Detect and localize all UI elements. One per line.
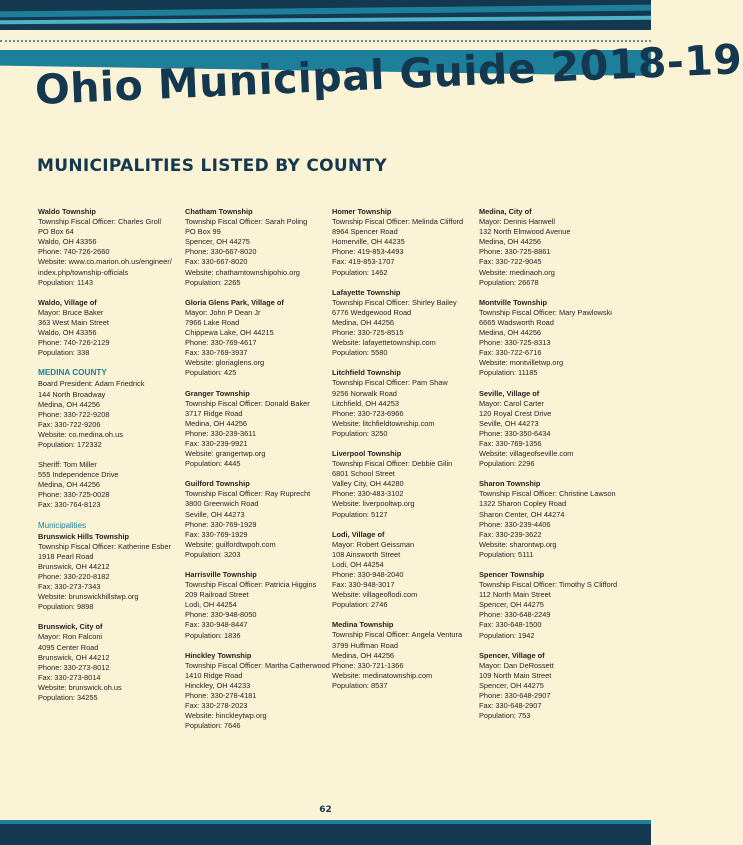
entry-detail-line: Sheriff: Tom Miller bbox=[38, 460, 97, 470]
entry-detail-line: Population: 2265 bbox=[185, 277, 241, 287]
entry-name: Spencer, Village of bbox=[479, 650, 545, 660]
entry-detail-line: Hinckley, OH 44233 bbox=[185, 680, 251, 690]
page-title: Ohio Municipal Guide 2018-19 bbox=[33, 35, 743, 114]
entry-detail-line: Phone: 330-239-4406 bbox=[479, 519, 551, 529]
entry-detail-line: Medina, OH 44256 bbox=[332, 317, 395, 327]
entry-detail-line: Phone: 330-239-3611 bbox=[185, 428, 256, 438]
entry-detail-line: Population: 1143 bbox=[38, 277, 93, 287]
entry-detail-line: 3800 Greenwich Road bbox=[185, 499, 259, 509]
entry-detail-line: Medina, OH 44256 bbox=[38, 480, 101, 490]
entry-detail-line: Township Fiscal Officer: Timothy S Clifford bbox=[479, 580, 618, 590]
subsection-heading: Municipalities bbox=[38, 520, 87, 530]
entry-detail-line: Township Fiscal Officer: Christine Lawson bbox=[479, 489, 616, 499]
entry-detail-line: Homerville, OH 44235 bbox=[332, 237, 405, 247]
entry-detail-line: Population: 1462 bbox=[332, 267, 388, 277]
entry-website: Website: chathamtownshipohio.org bbox=[185, 267, 300, 277]
directory-entry bbox=[185, 651, 330, 732]
entry-detail-line: Township Fiscal Officer: Debbie Gilin bbox=[332, 459, 453, 469]
entry-website: Website: co.medina.oh.us bbox=[38, 429, 123, 439]
entry-website: Website: medinaoh.org bbox=[479, 267, 555, 277]
directory-entry bbox=[185, 298, 330, 379]
entry-detail-line: 4095 Center Road bbox=[38, 642, 99, 652]
entry-detail-line: Population: 338 bbox=[38, 348, 90, 358]
entry-detail-line: Population: 172332 bbox=[38, 439, 102, 449]
directory-entry bbox=[185, 570, 330, 641]
entry-detail-line: 3717 Ridge Road bbox=[185, 408, 243, 418]
entry-detail-line: Medina, OH 44256 bbox=[479, 328, 542, 338]
entry-detail-line: Waldo, OH 43356 bbox=[38, 328, 97, 338]
entry-detail-line: Township Fiscal Officer: Charles Groll bbox=[38, 217, 162, 227]
bottom-stripe bbox=[0, 820, 651, 824]
entry-detail-line: Medina, OH 44256 bbox=[38, 399, 101, 409]
directory-entry bbox=[185, 479, 330, 560]
entry-detail-line: 6776 Wedgewood Road bbox=[332, 307, 412, 317]
entry-detail-line: Phone: 330-667-8020 bbox=[185, 247, 257, 257]
entry-detail-line: Mayor: John P Dean Jr bbox=[185, 307, 261, 317]
entry-detail-line: Brunswick, OH 44212 bbox=[38, 652, 110, 662]
entry-detail-line: Mayor: Bruce Baker bbox=[38, 307, 104, 317]
entry-detail-line: Fax: 330-722-9045 bbox=[479, 257, 542, 267]
entry-detail-line: Township Fiscal Officer: Melinda Clifford bbox=[332, 217, 464, 227]
entry-detail-line: 112 North Main Street bbox=[479, 590, 551, 600]
entry-detail-line: Fax: 330-273-8014 bbox=[38, 672, 101, 682]
directory-column-4 bbox=[479, 207, 624, 731]
entry-detail-line: 132 North Elmwood Avenue bbox=[479, 227, 571, 237]
entry-name: Medina Township bbox=[332, 620, 394, 630]
entry-website: Website: www.co.marion.oh.us/engineer/ bbox=[38, 257, 172, 267]
entry-detail-line: Spencer, OH 44275 bbox=[479, 680, 544, 690]
bottom-decorative-band bbox=[0, 820, 651, 845]
directory-column-2 bbox=[185, 207, 330, 741]
entry-website: Website: gloriaglens.org bbox=[185, 358, 265, 368]
directory-entry bbox=[38, 532, 183, 613]
entry-detail-line: Population: 4445 bbox=[185, 459, 241, 469]
entry-detail-line: Sharon Center, OH 44274 bbox=[479, 509, 565, 519]
entry-name: Waldo, Village of bbox=[38, 297, 97, 307]
entry-detail-line: Valley City, OH 44280 bbox=[332, 479, 404, 489]
entry-detail-line: 1410 Ridge Road bbox=[185, 670, 243, 680]
entry-detail-line: 555 Independence Drive bbox=[38, 470, 119, 480]
entry-detail-line: 7966 Lake Road bbox=[185, 317, 240, 327]
entry-detail-line: Fax: 330-769-3937 bbox=[185, 348, 248, 358]
entry-detail-line: Phone: 330-725-8515 bbox=[332, 328, 404, 338]
entry-detail-line: Fax: 330-764-8123 bbox=[38, 500, 101, 510]
entry-detail-line: Population: 5111 bbox=[479, 549, 534, 559]
entry-detail-line: Phone: 330-721-1366 bbox=[332, 660, 404, 670]
entry-detail-line: Fax: 330-722-6716 bbox=[479, 348, 542, 358]
entry-detail-line: Population: 8537 bbox=[332, 680, 388, 690]
entry-detail-line: 8964 Spencer Road bbox=[332, 227, 398, 237]
entry-name: Spencer Township bbox=[479, 570, 545, 579]
entry-website: Website: brunswickhillstwp.org bbox=[38, 592, 139, 602]
entry-detail-line: Fax: 330-273-7343 bbox=[38, 582, 101, 592]
entry-detail-line: Fax: 419-853-1707 bbox=[332, 257, 395, 267]
entry-website: Website: villageoflodi.com bbox=[332, 590, 418, 600]
entry-detail-line: Spencer, OH 44275 bbox=[479, 600, 544, 610]
entry-website: Website: litchfieldtownship.com bbox=[332, 418, 435, 428]
entry-detail-line: Fax: 330-769-1356 bbox=[479, 438, 542, 448]
entry-detail-line: PO Box 64 bbox=[38, 227, 74, 237]
entry-detail-line: Lodi, OH 44254 bbox=[185, 600, 237, 610]
entry-detail-line: Phone: 330-725-8313 bbox=[479, 338, 551, 348]
entry-name: Hinckley Township bbox=[185, 650, 252, 660]
entry-detail-line: Waldo, OH 43356 bbox=[38, 237, 97, 247]
entry-detail-line: 9256 Norwalk Road bbox=[332, 388, 397, 398]
entry-detail-line: Litchfield, OH 44253 bbox=[332, 398, 399, 408]
entry-detail-line: Phone: 330-725-0028 bbox=[38, 490, 110, 500]
entry-detail-line: 1918 Pearl Road bbox=[38, 551, 94, 561]
entry-detail-line: Population: 1942 bbox=[479, 630, 535, 640]
entry-detail-line: Medina, OH 44256 bbox=[479, 237, 542, 247]
entry-name: Harrisville Township bbox=[185, 570, 257, 579]
entry-detail-line: Phone: 330-483-3102 bbox=[332, 489, 404, 499]
entry-detail-line: Population: 9898 bbox=[38, 602, 94, 612]
directory-entry bbox=[332, 530, 477, 611]
entry-detail-line: Phone: 330-769-1929 bbox=[185, 519, 257, 529]
entry-name: Gloria Glens Park, Village of bbox=[185, 297, 284, 307]
entry-detail-line: Phone: 740-726-2660 bbox=[38, 247, 110, 257]
directory-entry bbox=[185, 207, 330, 288]
entry-detail-line: Township Fiscal Officer: Pam Shaw bbox=[332, 378, 448, 388]
entry-detail-line: 120 Royal Crest Drive bbox=[479, 408, 552, 418]
directory-entry bbox=[38, 622, 183, 703]
entry-detail-line: Fax: 330-278-2023 bbox=[185, 701, 248, 711]
directory-entry bbox=[38, 460, 183, 510]
entry-detail-line: Population: 1836 bbox=[185, 630, 241, 640]
entry-name: Lodi, Village of bbox=[332, 529, 385, 539]
entry-detail-line: Population: 753 bbox=[479, 711, 531, 721]
entry-detail-line: Mayor: Robert Geissman bbox=[332, 539, 415, 549]
entry-detail-line: Population: 11185 bbox=[479, 368, 538, 378]
entry-detail-line: Phone: 330-278-4181 bbox=[185, 691, 257, 701]
directory-entry bbox=[332, 449, 477, 520]
directory-entry bbox=[38, 207, 183, 288]
directory-entry bbox=[38, 379, 183, 450]
entry-detail-line: 6665 Wadsworth Road bbox=[479, 317, 554, 327]
entry-detail-line: Seville, OH 44273 bbox=[185, 509, 245, 519]
entry-website: Website: lafayettetownship.com bbox=[332, 338, 436, 348]
entry-detail-line: Fax: 330-239-9921 bbox=[185, 438, 248, 448]
entry-detail-line: Board President: Adam Friedrick bbox=[38, 379, 145, 389]
entry-website: Website: liverpooltwp.org bbox=[332, 499, 415, 509]
entry-website: Website: brunswick.oh.us bbox=[38, 682, 122, 692]
top-decorative-band bbox=[0, 0, 651, 30]
entry-detail-line: Mayor: Carol Carter bbox=[479, 398, 544, 408]
entry-name: Brunswick, City of bbox=[38, 622, 103, 632]
entry-detail-line: Fax: 330-648-2907 bbox=[479, 701, 542, 711]
entry-detail-line: Phone: 330-722-9208 bbox=[38, 409, 110, 419]
directory-entry bbox=[479, 570, 624, 641]
entry-detail-line: Fax: 330-722-9206 bbox=[38, 419, 101, 429]
directory-entry bbox=[479, 389, 624, 470]
entry-name: Seville, Village of bbox=[479, 388, 540, 398]
entry-detail-line: Medina, OH 44256 bbox=[185, 418, 248, 428]
entry-website: Website: medinatownship.com bbox=[332, 670, 433, 680]
top-stripe-light bbox=[0, 16, 651, 25]
entry-detail-line: Fax: 330-948-3017 bbox=[332, 580, 395, 590]
entry-name: Chatham Township bbox=[185, 207, 253, 216]
entry-name: Montville Township bbox=[479, 297, 548, 307]
entry-detail-line: Population: 425 bbox=[185, 368, 237, 378]
entry-detail-line: Brunswick, OH 44212 bbox=[38, 561, 110, 571]
entry-detail-line: Township Fiscal Officer: Angela Ventura bbox=[332, 630, 463, 640]
entry-detail-line: index.php/township-officials bbox=[38, 267, 129, 277]
entry-detail-line: Phone: 330-723-6966 bbox=[332, 408, 404, 418]
entry-detail-line: Phone: 419-853-4493 bbox=[332, 247, 404, 257]
entry-website: Website: villageofseville.com bbox=[479, 449, 574, 459]
entry-detail-line: Phone: 330-648-2907 bbox=[479, 691, 551, 701]
directory-entry bbox=[479, 207, 624, 288]
entry-detail-line: 363 West Main Street bbox=[38, 317, 109, 327]
entry-detail-line: Seville, OH 44273 bbox=[479, 418, 539, 428]
entry-website: Website: hinckleytwp.org bbox=[185, 711, 267, 721]
directory-entry bbox=[38, 298, 183, 359]
entry-detail-line: Township Fiscal Officer: Katherine Esber bbox=[38, 541, 171, 551]
entry-detail-line: Fax: 330-667-8020 bbox=[185, 257, 248, 267]
entry-detail-line: Mayor: Dennis Hanwell bbox=[479, 217, 555, 227]
entry-detail-line: Phone: 330-648-2249 bbox=[479, 610, 551, 620]
entry-detail-line: Phone: 330-725-8861 bbox=[479, 247, 551, 257]
directory-column-1 bbox=[38, 207, 183, 713]
entry-detail-line: Phone: 740-726-2129 bbox=[38, 338, 110, 348]
directory-column-3 bbox=[332, 207, 477, 701]
directory-entry bbox=[332, 288, 477, 359]
entry-detail-line: Medina, OH 44256 bbox=[332, 650, 395, 660]
entry-detail-line: 108 Ainsworth Street bbox=[332, 549, 401, 559]
entry-detail-line: Township Fiscal Officer: Patricia Higgins bbox=[185, 580, 317, 590]
entry-name: Sharon Township bbox=[479, 479, 541, 489]
entry-name: Granger Township bbox=[185, 388, 250, 398]
entry-detail-line: Phone: 330-220-8182 bbox=[38, 572, 110, 581]
entry-detail-line: Fax: 330-239-3622 bbox=[479, 529, 542, 539]
entry-detail-line: Mayor: Dan DeRossett bbox=[479, 660, 554, 670]
entry-detail-line: 209 Railroad Street bbox=[185, 590, 249, 600]
directory-entry bbox=[479, 479, 624, 560]
county-heading: MEDINA COUNTY bbox=[38, 368, 107, 378]
entry-detail-line: Fax: 330-948-8447 bbox=[185, 620, 248, 630]
directory-entry bbox=[332, 620, 477, 691]
entry-detail-line: Phone: 330-273-8012 bbox=[38, 662, 110, 672]
entry-detail-line: Township Fiscal Officer: Ray Ruprecht bbox=[185, 489, 311, 499]
entry-detail-line: Township Fiscal Officer: Shirley Bailey bbox=[332, 297, 457, 307]
directory-entry bbox=[332, 368, 477, 439]
entry-name: Brunswick Hills Township bbox=[38, 531, 130, 541]
entry-name: Liverpool Township bbox=[332, 448, 402, 458]
entry-website: Website: sharontwp.org bbox=[479, 539, 557, 549]
directory-entry bbox=[332, 207, 477, 278]
section-heading: MUNICIPALITIES LISTED BY COUNTY bbox=[37, 156, 388, 176]
entry-detail-line: Population: 3250 bbox=[332, 428, 388, 438]
entry-detail-line: Phone: 330-948-2040 bbox=[332, 570, 404, 579]
entry-detail-line: Township Fiscal Officer: Sarah Poling bbox=[185, 217, 308, 227]
entry-detail-line: Phone: 330-948-8050 bbox=[185, 610, 257, 620]
entry-detail-line: Fax: 330-769-1929 bbox=[185, 529, 248, 539]
entry-detail-line: PO Box 99 bbox=[185, 227, 221, 237]
entry-detail-line: Population: 34255 bbox=[38, 693, 98, 703]
entry-detail-line: 109 North Main Street bbox=[479, 670, 552, 680]
entry-detail-line: 1322 Sharon Copley Road bbox=[479, 499, 567, 509]
entry-detail-line: Chippewa Lake, OH 44215 bbox=[185, 328, 274, 338]
entry-detail-line: Township Fiscal Officer: Mary Pawlowski bbox=[479, 307, 612, 317]
entry-detail-line: 3799 Huffman Road bbox=[332, 640, 399, 650]
entry-detail-line: Population: 26678 bbox=[479, 277, 539, 287]
entry-detail-line: Population: 2296 bbox=[479, 459, 535, 469]
entry-name: Litchfield Township bbox=[332, 368, 401, 378]
entry-name: Homer Township bbox=[332, 207, 392, 216]
entry-detail-line: Fax: 330-648-1500 bbox=[479, 620, 542, 630]
entry-name: Waldo Township bbox=[38, 207, 96, 216]
page-number: 62 bbox=[319, 805, 332, 815]
entry-detail-line: Phone: 330-769-4617 bbox=[185, 338, 257, 348]
entry-detail-line: Mayor: Ron Falconi bbox=[38, 632, 103, 642]
directory-entry bbox=[185, 389, 330, 470]
entry-detail-line: 6801 School Street bbox=[332, 469, 395, 479]
entry-name: Medina, City of bbox=[479, 207, 532, 216]
entry-detail-line: Township Fiscal Officer: Martha Catherwood bbox=[185, 660, 330, 670]
entry-detail-line: Phone: 330-350-6434 bbox=[479, 428, 551, 438]
entry-detail-line: Lodi, OH 44254 bbox=[332, 559, 384, 569]
directory-entry bbox=[479, 298, 624, 379]
entry-detail-line: Population: 3203 bbox=[185, 549, 241, 559]
entry-detail-line: Spencer, OH 44275 bbox=[185, 237, 250, 247]
entry-detail-line: 144 North Broadway bbox=[38, 389, 106, 399]
entry-name: Guilford Township bbox=[185, 479, 250, 489]
entry-detail-line: Population: 5127 bbox=[332, 509, 388, 519]
entry-name: Lafayette Township bbox=[332, 287, 401, 297]
entry-detail-line: Population: 5580 bbox=[332, 348, 388, 358]
entry-website: Website: guilfordtwpoh.com bbox=[185, 539, 276, 549]
entry-detail-line: Population: 2746 bbox=[332, 600, 388, 610]
entry-detail-line: Population: 7646 bbox=[185, 721, 241, 731]
directory-entry bbox=[479, 651, 624, 722]
entry-website: Website: grangertwp.org bbox=[185, 449, 266, 459]
entry-detail-line: Township Fiscal Officer: Donald Baker bbox=[185, 398, 310, 408]
entry-website: Website: montvilletwp.org bbox=[479, 358, 564, 368]
